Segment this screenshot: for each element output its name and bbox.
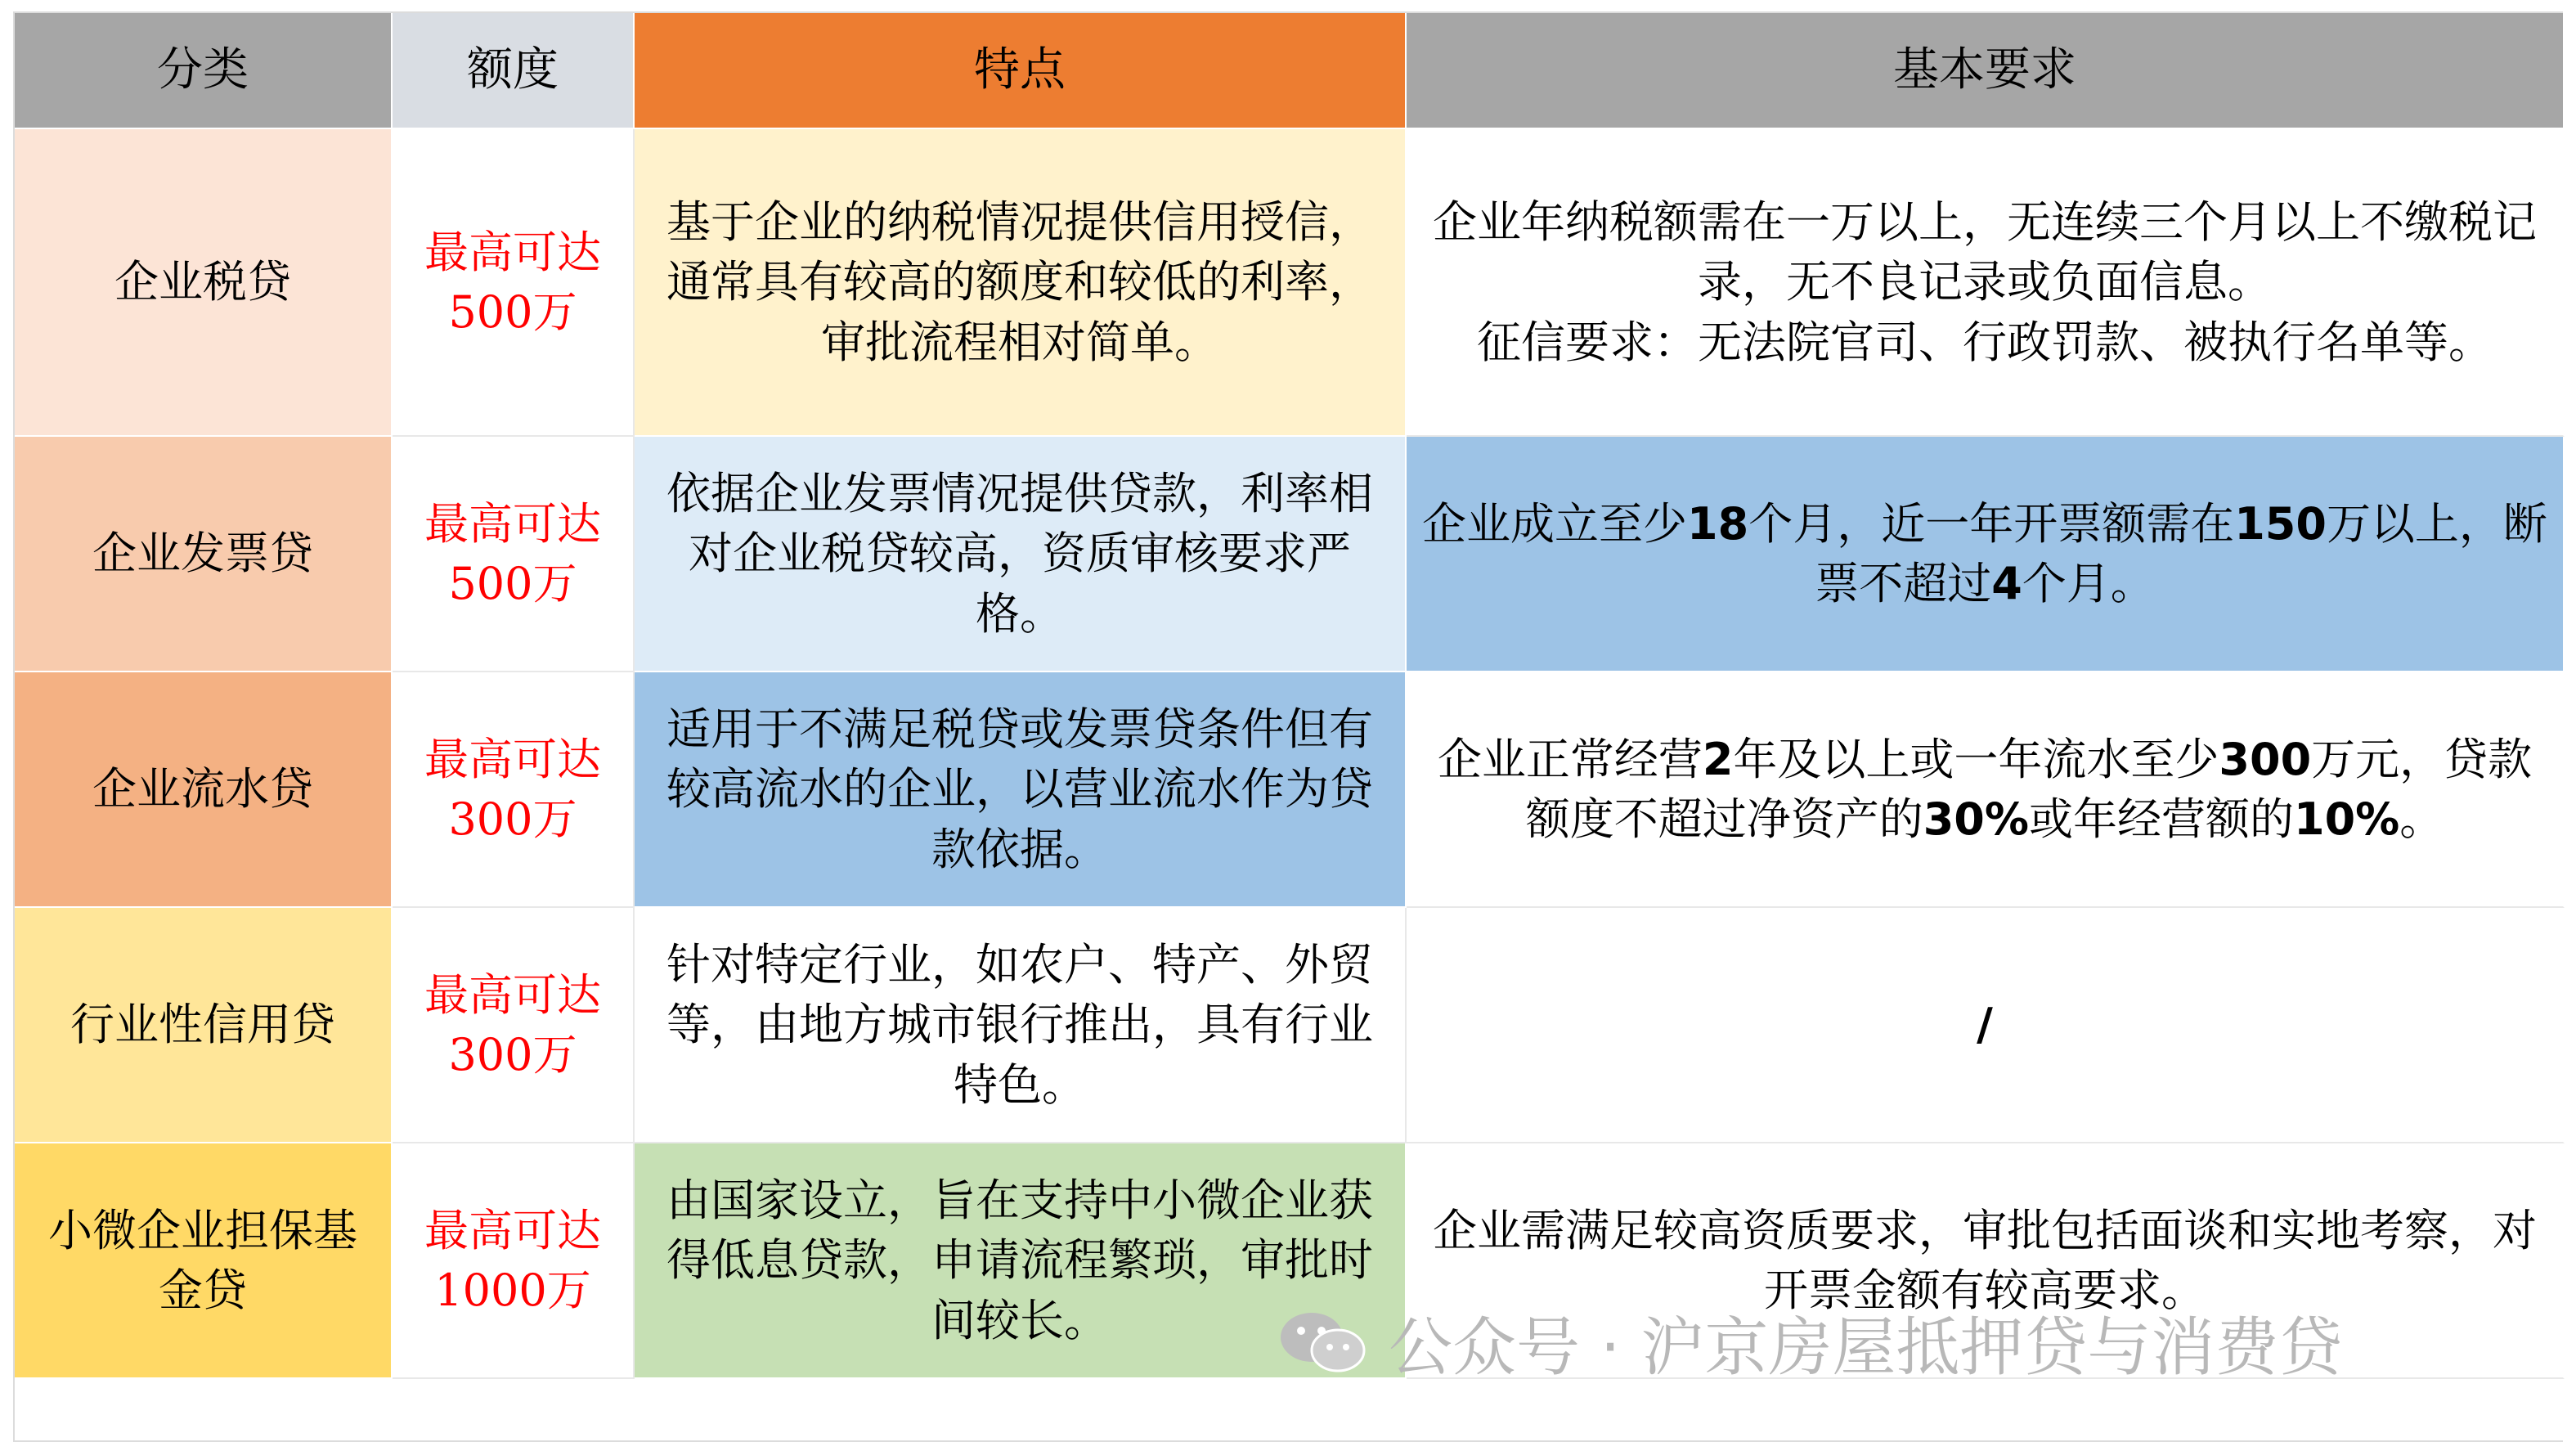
- amount-value: 300万: [448, 1029, 577, 1080]
- amount-cell: [393, 437, 635, 672]
- requirements-cell: [1407, 129, 2565, 437]
- amount-cell: [393, 672, 635, 908]
- features-cell: 由国家设立，旨在支持中小微企业获得低息贷款，申请流程繁琐，审批时间较长。: [635, 1143, 1407, 1379]
- features-cell: 适用于不满足税贷或发票贷条件但有较高流水的企业，以营业流水作为贷款依据。: [635, 672, 1407, 908]
- amount-value: 300万: [448, 793, 577, 845]
- header-amount: 额度: [393, 13, 635, 129]
- category-cell: 企业发票贷: [15, 437, 393, 672]
- category-cell: 行业性信用贷: [15, 908, 393, 1143]
- header-features: 特点: [635, 13, 1407, 129]
- watermark-text: 公众号 · 沪京房屋抵押贷与消费贷: [1389, 1311, 2343, 1385]
- requirements-text: /: [1977, 999, 1993, 1051]
- amount-label: 最高可达: [424, 733, 601, 785]
- features-cell: 基于企业的纳税情况提供信用授信，通常具有较高的额度和较低的利率，审批流程相对简单。: [635, 129, 1407, 437]
- category-cell: 小微企业担保基金贷: [15, 1143, 393, 1379]
- requirements-cell: [1407, 908, 2565, 1143]
- amount-cell: [393, 908, 635, 1143]
- amount-value: 1000万: [434, 1265, 591, 1316]
- amount-cell: [393, 1143, 635, 1379]
- amount-label: 最高可达: [424, 226, 601, 278]
- amount-cell: [393, 129, 635, 437]
- requirements-cell: 企业需满足较高资质要求，审批包括面谈和实地考察，对开票金额有较高要求。: [1407, 1143, 2565, 1379]
- requirements-cell: [1407, 437, 2565, 672]
- amount-value: 500万: [448, 558, 577, 609]
- requirements-text: 企业年纳税额需在一万以上，无连续三个月以上不缴税记录，无不良记录或负面信息。: [1433, 195, 2537, 308]
- amount-label: 最高可达: [424, 968, 601, 1021]
- table-footer-row: [15, 1379, 2565, 1440]
- amount-label: 最高可达: [424, 497, 601, 550]
- category-cell: 企业税贷: [15, 129, 393, 437]
- category-cell: 企业流水贷: [15, 672, 393, 908]
- credit-requirements-text: 征信要求：无法院官司、行政罚款、被执行名单等。: [1477, 316, 2493, 368]
- watermark: [1276, 1305, 2343, 1385]
- loan-comparison-table: [13, 11, 2563, 1442]
- header-requirements: 基本要求: [1407, 13, 2565, 129]
- features-cell: 依据企业发票情况提供贷款，利率相对企业税贷较高，资质审核要求严格。: [635, 437, 1407, 672]
- header-category: 分类: [15, 13, 393, 129]
- wechat-icon: [1276, 1309, 1371, 1375]
- amount-value: 500万: [448, 286, 577, 338]
- requirements-text: 企业正常经营2年及以上或一年流水至少300万元，贷款额度不超过净资产的30%或年经营额的10%。: [1437, 733, 2533, 845]
- requirements-cell: [1407, 672, 2565, 908]
- amount-label: 最高可达: [424, 1204, 601, 1256]
- features-cell: 针对特定行业，如农户、特产、外贸等，由地方城市银行推出，具有行业特色。: [635, 908, 1407, 1143]
- requirements-text: 企业成立至少18个月，近一年开票额需在150万以上，断票不超过4个月。: [1422, 497, 2547, 609]
